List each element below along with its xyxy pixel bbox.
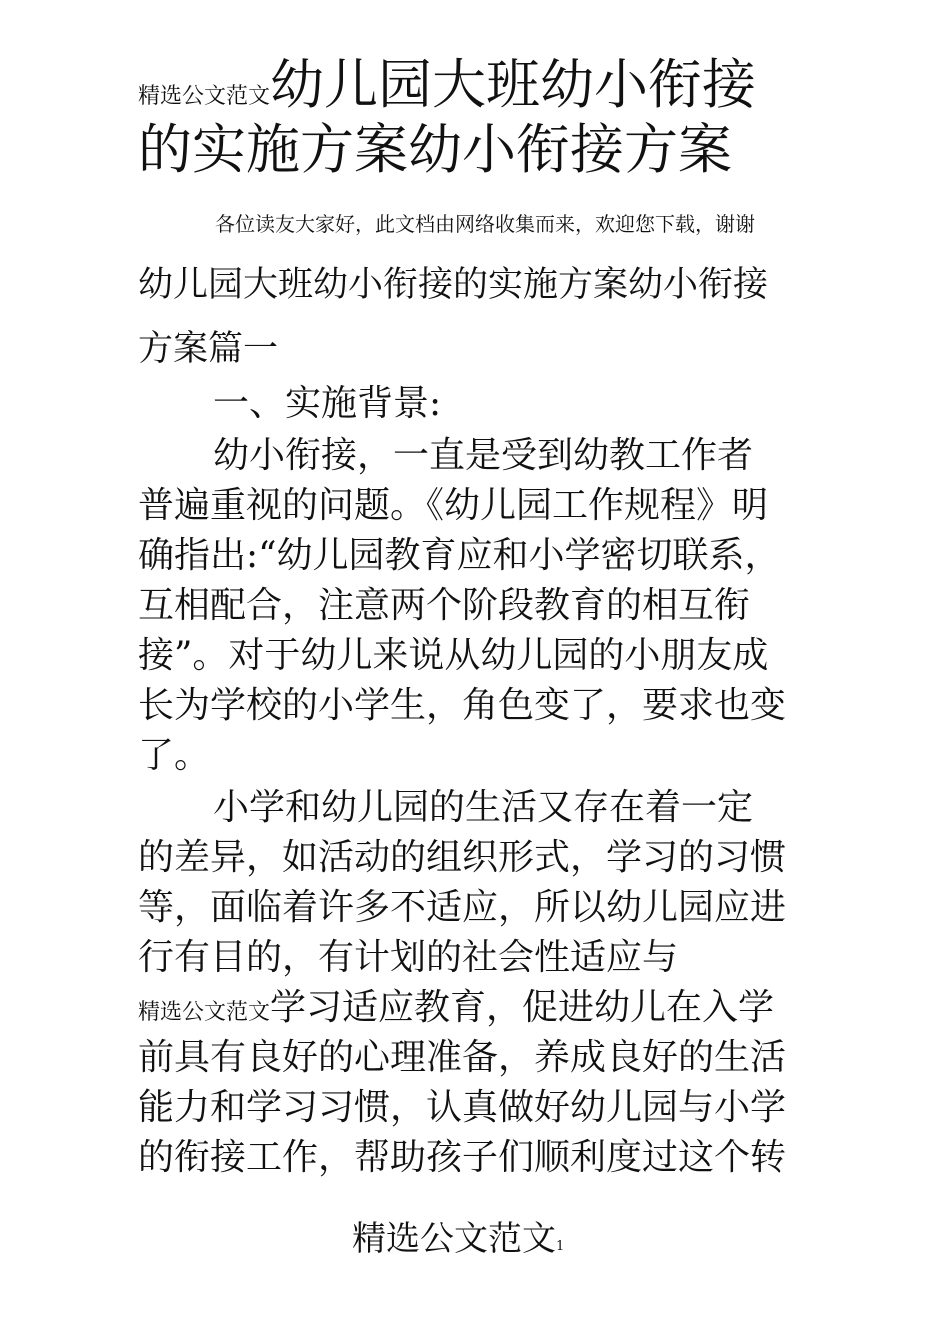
paragraph-line: 互相配合，注意两个阶段教育的相互衔 [138, 585, 751, 626]
paragraph-line: 等，面临着许多不适应，所以幼儿园应进 [138, 887, 787, 928]
section-heading-line-1: 幼儿园大班幼小衔接的实施方案幼小衔接 [138, 265, 769, 305]
paragraph-line: 能力和学习习惯，认真做好幼儿园与小学 [138, 1087, 787, 1128]
paragraph-line: 确指出:“幼儿园教育应和小学密切联系， [138, 535, 781, 576]
paragraph-line: 了。 [138, 735, 211, 776]
paragraph-line: 长为学校的小学生，角色变了，要求也变 [138, 685, 787, 726]
download-notice: 各位读友大家好，此文档由网络收集而来，欢迎您下载，谢谢 [215, 212, 755, 236]
section-heading-line-2: 方案篇一 [138, 329, 279, 369]
paragraph-line: 幼小衔接，一直是受到幼教工作者 [213, 435, 754, 476]
title-line-1 [138, 53, 757, 116]
subheading-background: 一、实施背景: [213, 383, 442, 424]
paragraph-line: 前具有良好的心理准备，养成良好的生活 [138, 1037, 787, 1078]
paragraph-line: 的衔接工作，帮助孩子们顺利度过这个转 [138, 1137, 787, 1178]
paragraph-line: 行有目的，有计划的社会性适应与 [138, 937, 679, 978]
page-footer [352, 1219, 565, 1259]
paragraph-line: 小学和幼儿园的生活又存在着一定 [213, 787, 754, 828]
title-line-2 [138, 118, 732, 181]
paragraph-line: 普遍重视的问题。《幼儿园工作规程》明 [138, 485, 769, 526]
title-text-2: 的实施方案幼小衔接方案 [138, 118, 732, 181]
paragraph-line [138, 987, 775, 1028]
paragraph-line: 接”。对于幼儿来说从幼儿园的小朋友成 [138, 635, 769, 676]
page-number: 1 [556, 1239, 565, 1254]
footer-text: 精选公文范文 [352, 1219, 556, 1259]
paragraph-line: 的差异，如活动的组织形式，学习的习惯 [138, 837, 787, 878]
paragraph-line-text: 学习适应教育，促进幼儿在入学 [270, 987, 775, 1028]
title-text-1: 幼儿园大班幼小衔接 [270, 53, 757, 116]
inline-header-prefix: 精选公文范文 [138, 1000, 271, 1025]
title-prefix: 精选公文范文 [138, 84, 271, 109]
